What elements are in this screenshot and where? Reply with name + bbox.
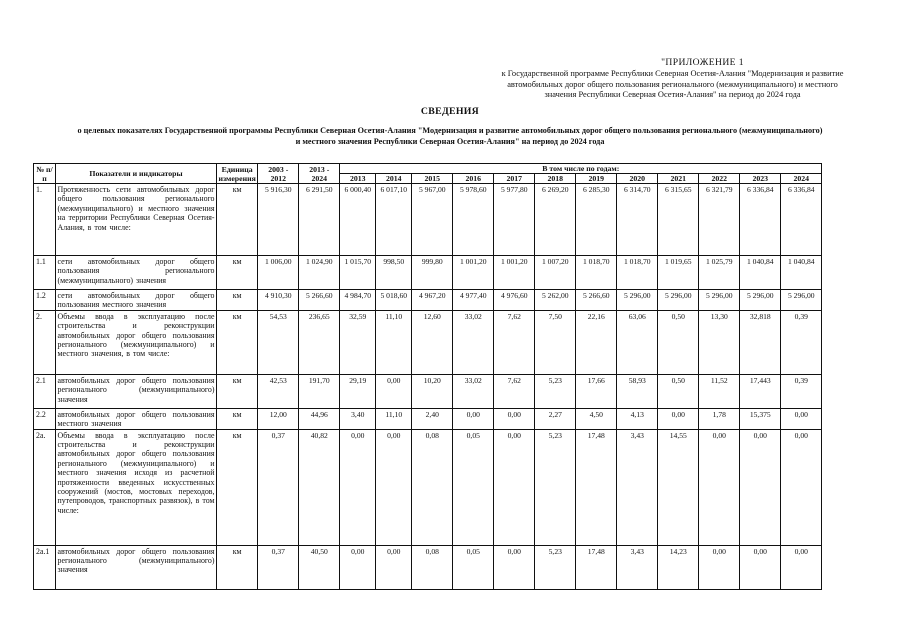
header-year: 2016 bbox=[453, 174, 494, 184]
value-year: 5 296,00 bbox=[658, 290, 699, 311]
document-heading bbox=[20, 106, 880, 147]
value-year: 5 978,60 bbox=[453, 184, 494, 256]
value-year: 0,00 bbox=[781, 429, 822, 545]
indicator-name: Протяженность сети автомобильных дорог общего пользования регионального (межмуниципального) и местного значения на территории Республики Северная Осетия-Алания, в том числе: bbox=[56, 184, 217, 256]
value-year: 5 967,00 bbox=[412, 184, 453, 256]
value-year: 14,55 bbox=[658, 429, 699, 545]
header-year: 2022 bbox=[699, 174, 740, 184]
value-year: 0,00 bbox=[494, 429, 535, 545]
value-2013-2024: 191,70 bbox=[299, 374, 340, 408]
table-body bbox=[34, 184, 822, 590]
value-year: 5,23 bbox=[535, 374, 576, 408]
table-row bbox=[34, 290, 822, 311]
value-year: 1 025,79 bbox=[699, 256, 740, 290]
indicator-name: Объемы ввода в эксплуатацию после строительства и реконструкции автомобильных дорог общего пользования регионального (межмуниципального) и местного значения исходя из расчетной протяженности введенных искусственных сооружений (мостов, мостовых переходов, путепроводов, транспортных развязок), в том числе: bbox=[56, 429, 217, 545]
indicator-name: Объемы ввода в эксплуатацию после строительства и реконструкции автомобильных дорог общего пользования регионального (межмуниципального) и местного значения, в том числе: bbox=[56, 310, 217, 374]
value-year: 6 269,20 bbox=[535, 184, 576, 256]
value-year: 0,50 bbox=[658, 310, 699, 374]
value-year: 0,00 bbox=[699, 545, 740, 589]
document-subtitle bbox=[20, 125, 880, 147]
value-year: 4,13 bbox=[617, 408, 658, 429]
value-year: 0,00 bbox=[376, 429, 412, 545]
value-year: 5 977,80 bbox=[494, 184, 535, 256]
value-2003-2012: 54,53 bbox=[258, 310, 299, 374]
value-year: 5 262,00 bbox=[535, 290, 576, 311]
unit-cell: км bbox=[217, 290, 258, 311]
value-year: 1 001,20 bbox=[453, 256, 494, 290]
row-number: 2.2 bbox=[34, 408, 56, 429]
indicators-table bbox=[33, 163, 822, 590]
value-year: 0,05 bbox=[453, 429, 494, 545]
value-2003-2012: 0,37 bbox=[258, 545, 299, 589]
value-year: 0,00 bbox=[781, 545, 822, 589]
value-year: 0,00 bbox=[340, 545, 376, 589]
value-2003-2012: 0,37 bbox=[258, 429, 299, 545]
row-number: 2а.1 bbox=[34, 545, 56, 589]
header-year: 2020 bbox=[617, 174, 658, 184]
value-year: 0,00 bbox=[658, 408, 699, 429]
value-year: 7,62 bbox=[494, 310, 535, 374]
value-year: 32,59 bbox=[340, 310, 376, 374]
appendix-line: к Государственной программе Республики Северная Осетия-Алания "Модернизация и развитие bbox=[501, 69, 844, 79]
value-2013-2024: 1 024,90 bbox=[299, 256, 340, 290]
unit-cell: км bbox=[217, 374, 258, 408]
value-year: 0,00 bbox=[781, 408, 822, 429]
header-year: 2023 bbox=[740, 174, 781, 184]
row-number: 2.1 bbox=[34, 374, 56, 408]
value-year: 0,05 bbox=[453, 545, 494, 589]
value-year: 0,08 bbox=[412, 429, 453, 545]
value-year: 6 336,84 bbox=[740, 184, 781, 256]
value-year: 0,00 bbox=[699, 429, 740, 545]
value-year: 0,00 bbox=[376, 545, 412, 589]
value-year: 17,66 bbox=[576, 374, 617, 408]
value-year: 0,50 bbox=[658, 374, 699, 408]
value-year: 6 336,84 bbox=[781, 184, 822, 256]
value-year: 4 977,40 bbox=[453, 290, 494, 311]
value-year: 1 015,70 bbox=[340, 256, 376, 290]
value-year: 15,375 bbox=[740, 408, 781, 429]
subtitle-line: и местного значения Республики Северная Осетия-Алания" на период до 2024 года bbox=[295, 137, 605, 146]
value-year: 1 007,20 bbox=[535, 256, 576, 290]
header-year: 2014 bbox=[376, 174, 412, 184]
value-year: 5,23 bbox=[535, 429, 576, 545]
value-year: 0,00 bbox=[740, 545, 781, 589]
appendix-note bbox=[480, 58, 865, 101]
unit-cell: км bbox=[217, 545, 258, 589]
value-year: 0,00 bbox=[494, 408, 535, 429]
value-year: 1,78 bbox=[699, 408, 740, 429]
header-unit: Единица измерения bbox=[218, 164, 256, 183]
value-year: 1 040,84 bbox=[781, 256, 822, 290]
row-number: 1.2 bbox=[34, 290, 56, 311]
value-year: 7,50 bbox=[535, 310, 576, 374]
value-year: 14,23 bbox=[658, 545, 699, 589]
value-year: 10,20 bbox=[412, 374, 453, 408]
indicator-name: автомобильных дорог общего пользования местного значения bbox=[57, 409, 215, 429]
indicator-name: сети автомобильных дорог общего пользования регионального (межмуниципального) значения bbox=[56, 256, 217, 290]
unit-cell: км bbox=[217, 184, 258, 256]
header-year: 2019 bbox=[576, 174, 617, 184]
value-year: 0,00 bbox=[494, 545, 535, 589]
table-row bbox=[34, 256, 822, 290]
row-number: 2. bbox=[34, 310, 56, 374]
value-year: 5 018,60 bbox=[376, 290, 412, 311]
indicator-name: сети автомобильных дорог общего пользования местного значения bbox=[57, 291, 215, 310]
value-year: 1 018,70 bbox=[576, 256, 617, 290]
value-year: 5 296,00 bbox=[617, 290, 658, 311]
value-year: 29,19 bbox=[340, 374, 376, 408]
table-row bbox=[34, 374, 822, 408]
value-year: 4 967,20 bbox=[412, 290, 453, 311]
value-2003-2012: 4 910,30 bbox=[258, 290, 299, 311]
value-year: 17,48 bbox=[576, 429, 617, 545]
value-year: 3,43 bbox=[617, 545, 658, 589]
value-2003-2012: 5 916,30 bbox=[258, 184, 299, 256]
value-2003-2012: 42,53 bbox=[258, 374, 299, 408]
value-2013-2024: 40,82 bbox=[299, 429, 340, 545]
value-year: 7,62 bbox=[494, 374, 535, 408]
header-no: № п/п bbox=[34, 164, 56, 184]
value-year: 0,00 bbox=[340, 429, 376, 545]
value-year: 17,48 bbox=[576, 545, 617, 589]
value-year: 1 040,84 bbox=[740, 256, 781, 290]
table-row bbox=[34, 408, 822, 429]
value-2013-2024: 236,65 bbox=[299, 310, 340, 374]
header-year: 2013 bbox=[340, 174, 376, 184]
value-year: 33,02 bbox=[453, 310, 494, 374]
value-year: 6 321,79 bbox=[699, 184, 740, 256]
value-2003-2012: 1 006,00 bbox=[258, 256, 299, 290]
unit-cell: км bbox=[217, 310, 258, 374]
table-row bbox=[34, 545, 822, 589]
table-row bbox=[34, 184, 822, 256]
value-2013-2024: 5 266,60 bbox=[299, 290, 340, 311]
value-year: 4 976,60 bbox=[494, 290, 535, 311]
header-year: 2017 bbox=[494, 174, 535, 184]
value-year: 6 314,70 bbox=[617, 184, 658, 256]
value-year: 11,10 bbox=[376, 310, 412, 374]
value-year: 63,06 bbox=[617, 310, 658, 374]
subtitle-line: о целевых показателях Государственной программы Республики Северная Осетия-Алания "Модернизация и развитие автомобильных дорог общего пользования регионального (межмуниципального) bbox=[77, 126, 823, 135]
header-year: 2018 bbox=[535, 174, 576, 184]
value-2013-2024: 6 291,50 bbox=[299, 184, 340, 256]
value-year: 0,39 bbox=[781, 374, 822, 408]
appendix-line: автомобильных дорог общего пользования регионального (межмуниципального) и местного bbox=[507, 79, 838, 89]
appendix-title: "ПРИЛОЖЕНИЕ 1 bbox=[661, 57, 744, 68]
value-year: 58,93 bbox=[617, 374, 658, 408]
value-year: 0,08 bbox=[412, 545, 453, 589]
header-year: 2021 bbox=[658, 174, 699, 184]
value-year: 17,443 bbox=[740, 374, 781, 408]
value-year: 998,50 bbox=[376, 256, 412, 290]
table-row bbox=[34, 429, 822, 545]
value-year: 6 017,10 bbox=[376, 184, 412, 256]
value-year: 2,27 bbox=[535, 408, 576, 429]
document-title: СВЕДЕНИЯ bbox=[420, 106, 480, 117]
appendix-line: значения Республики Северная Осетия-Алания" на период до 2024 года bbox=[544, 90, 801, 100]
row-number: 1. bbox=[34, 184, 56, 256]
value-year: 6 000,40 bbox=[340, 184, 376, 256]
row-number: 2а. bbox=[34, 429, 56, 545]
value-year: 22,16 bbox=[576, 310, 617, 374]
value-year: 5 296,00 bbox=[781, 290, 822, 311]
value-year: 12,60 bbox=[412, 310, 453, 374]
header-range-2003-2012: 2003 - 2012 bbox=[258, 164, 299, 184]
value-year: 33,02 bbox=[453, 374, 494, 408]
unit-cell: км bbox=[217, 408, 258, 429]
value-year: 13,30 bbox=[699, 310, 740, 374]
value-year: 999,80 bbox=[412, 256, 453, 290]
value-year: 0,00 bbox=[376, 374, 412, 408]
value-year: 4,50 bbox=[576, 408, 617, 429]
value-year: 0,00 bbox=[453, 408, 494, 429]
value-year: 32,818 bbox=[740, 310, 781, 374]
value-year: 0,39 bbox=[781, 310, 822, 374]
value-year: 5 296,00 bbox=[740, 290, 781, 311]
value-year: 6 285,30 bbox=[576, 184, 617, 256]
header-year: 2015 bbox=[412, 174, 453, 184]
value-year: 4 984,70 bbox=[340, 290, 376, 311]
value-2013-2024: 44,96 bbox=[299, 408, 340, 429]
unit-cell: км bbox=[217, 256, 258, 290]
value-year: 0,00 bbox=[740, 429, 781, 545]
value-2003-2012: 12,00 bbox=[258, 408, 299, 429]
value-year: 6 315,65 bbox=[658, 184, 699, 256]
header-by-years: В том числе по годам: bbox=[340, 164, 822, 174]
value-year: 11,52 bbox=[699, 374, 740, 408]
header-range-2013-2024: 2013 - 2024 bbox=[299, 164, 340, 184]
value-year: 2,40 bbox=[412, 408, 453, 429]
value-year: 1 001,20 bbox=[494, 256, 535, 290]
table-row bbox=[34, 310, 822, 374]
value-year: 5,23 bbox=[535, 545, 576, 589]
value-2013-2024: 40,50 bbox=[299, 545, 340, 589]
value-year: 1 018,70 bbox=[617, 256, 658, 290]
value-year: 1 019,65 bbox=[658, 256, 699, 290]
header-indicator: Показатели и индикаторы bbox=[56, 164, 217, 184]
value-year: 3,40 bbox=[340, 408, 376, 429]
value-year: 5 266,60 bbox=[576, 290, 617, 311]
value-year: 5 296,00 bbox=[699, 290, 740, 311]
value-year: 11,10 bbox=[376, 408, 412, 429]
header-year: 2024 bbox=[781, 174, 822, 184]
indicator-name: автомобильных дорог общего пользования регионального (межмуниципального) значения bbox=[56, 374, 217, 408]
value-year: 3,43 bbox=[617, 429, 658, 545]
unit-cell: км bbox=[217, 429, 258, 545]
row-number: 1.1 bbox=[34, 256, 56, 290]
indicator-name: автомобильных дорог общего пользования регионального (межмуниципального) значения bbox=[56, 545, 217, 589]
